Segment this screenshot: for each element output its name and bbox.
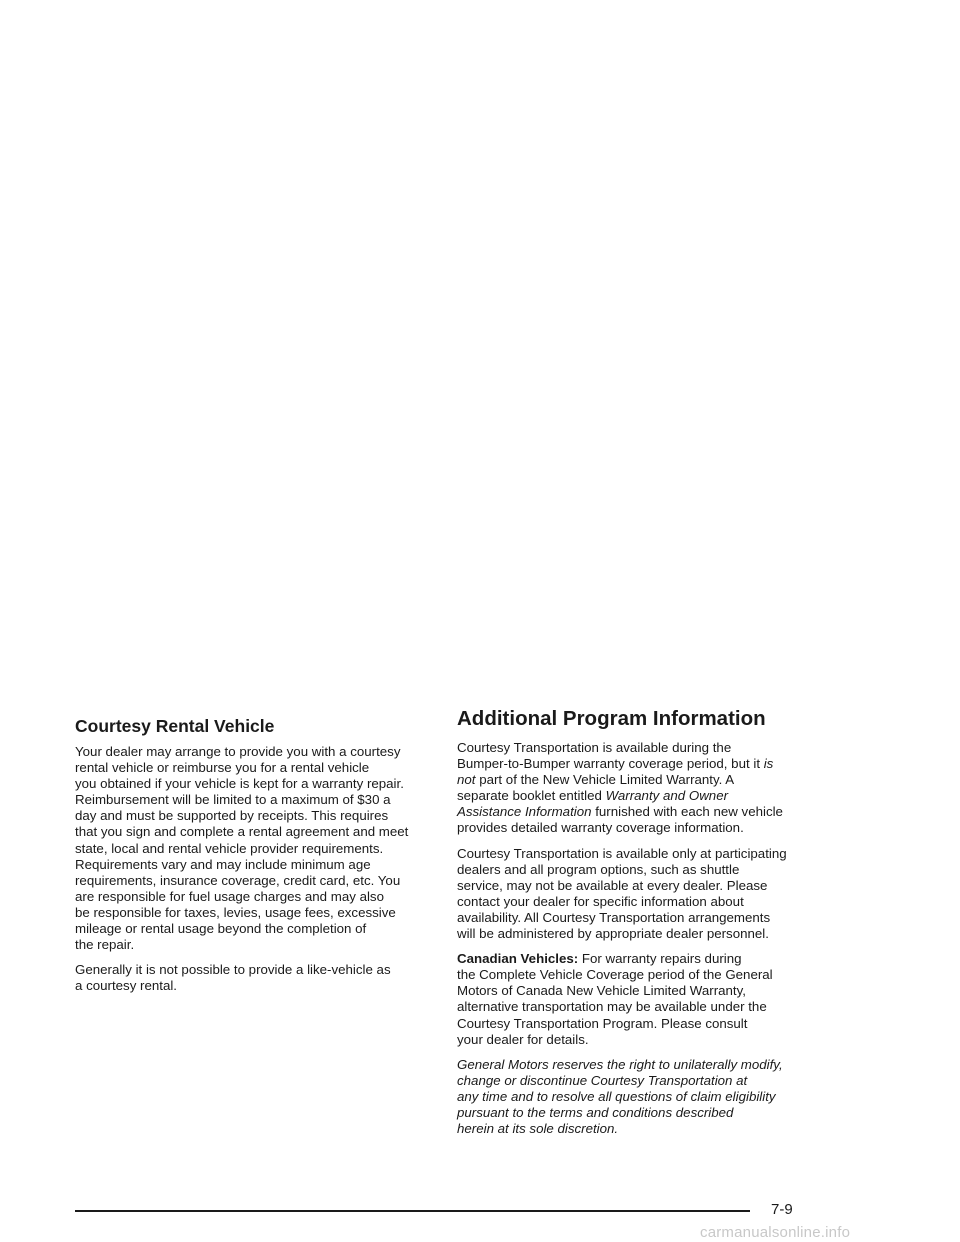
section-heading-courtesy-rental: Courtesy Rental Vehicle [75,716,275,736]
right-column [457,707,822,1146]
rental-paragraph-2: Generally it is not possible to provide a like-vehicle as a courtesy rental. [75,962,391,994]
p1-text-a: Courtesy Transportation is available during the Bumper-to-Bumper warranty coverage period, but it [457,740,761,772]
p1-text-c: part of the New Vehicle Limited Warranty. A separate booklet entitled [457,772,735,804]
canadian-vehicles-label: Canadian Vehicles: [457,951,579,967]
program-paragraph-3 [457,951,822,1048]
footer-rule [75,1210,750,1212]
program-paragraph-1 [457,740,822,837]
canadian-vehicles-text: For warranty repairs during the Complete Vehicle Coverage period of the General Motors of Canada New Vehicle Limited Warranty, alternative transportation may be available under the Courtesy Transportation Program. Please consult your dealer for details. [457,951,773,1047]
section-heading-additional-program: Additional Program Information [457,707,766,730]
rental-paragraph-1: Your dealer may arrange to provide you with a courtesy rental vehicle or reimburse you for a rental vehicle you obtained if your vehicle is kept for a warranty repair. Reimbursement will be limited to a maximum of $30 a day and must be supported by receipts. This requires that you sign and complete a rental agreement and meet state, local and rental vehicle provider requirements. Requirements vary and may include minimum age requirements, insurance coverage, credit card, etc. You are responsible for fuel usage charges and may also be responsible for taxes, levies, usage fees, excessive mileage or rental usage beyond the completion of the repair. [75,744,409,953]
program-paragraph-2: Courtesy Transportation is available only at participating dealers and all program options, such as shuttle service, may not be available at every dealer. Please contact your dealer for specific information about availability. All Courtesy Transportation arrangements will be administered by appropriate dealer personnel. [457,845,787,942]
p1-is-not-emphasis: is not [457,756,774,788]
left-column [75,716,437,1003]
page-number: 7-9 [771,1201,793,1218]
p1-booklet-title: Warranty and Owner Assistance Information [457,788,729,820]
p1-text-e: furnished with each new vehicle provides detailed warranty coverage information. [457,804,783,836]
site-watermark: carmanualsonline.info [700,1224,851,1241]
program-disclaimer: General Motors reserves the right to unilaterally modify, change or discontinue Courtesy Transportation at any time and to resolve all questions of claim eligibility pursuant to the terms and conditions described herein at its sole discretion. [457,1056,783,1137]
